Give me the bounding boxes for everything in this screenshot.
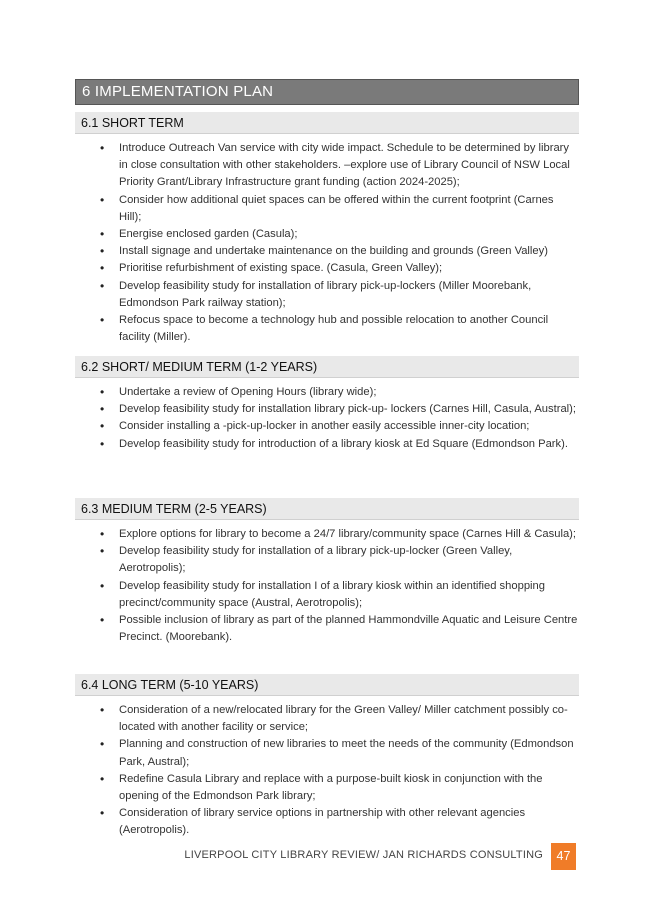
list-item: • Undertake a review of Opening Hours (library wide);: [98, 384, 578, 401]
list-item: • Planning and construction of new libraries to meet the needs of the community (Edmondson Park, Austral);: [98, 736, 578, 770]
subheading-medium-term: 6.3 MEDIUM TERM (2-5 YEARS): [75, 498, 579, 520]
list-item: • Consider installing a -pick-up-locker in another easily accessible inner-city location;: [98, 418, 578, 435]
list-item: • Develop feasibility study for installation of library pick-up-lockers (Miller Moorebank, Edmondson Park railway station);: [98, 278, 578, 312]
short-term-list: [98, 140, 578, 346]
medium-term-list: [98, 526, 578, 646]
list-item: • Consider how additional quiet spaces can be offered within the current footprint (Carnes Hill);: [98, 192, 578, 226]
list-item: • Develop feasibility study for introduction of a library kiosk at Ed Square (Edmondson Park).: [98, 436, 578, 453]
list-item: • Possible inclusion of library as part of the planned Hammondville Aquatic and Leisure Centre Precinct. (Moorebank).: [98, 612, 578, 646]
list-item: • Consideration of a new/relocated library for the Green Valley/ Miller catchment possibly co-located with another facility or service;: [98, 702, 578, 736]
list-item: • Energise enclosed garden (Casula);: [98, 226, 578, 243]
subheading-short-term: 6.1 SHORT TERM: [75, 112, 579, 134]
footer-text: LIVERPOOL CITY LIBRARY REVIEW/ JAN RICHARDS CONSULTING: [184, 849, 543, 861]
subheading-short-medium-term: 6.2 SHORT/ MEDIUM TERM (1-2 YEARS): [75, 356, 579, 378]
list-item: • Redefine Casula Library and replace with a purpose-built kiosk in conjunction with the opening of the Edmondson Park library;: [98, 771, 578, 805]
list-item: • Explore options for library to become a 24/7 library/community space (Carnes Hill & Casula);: [98, 526, 578, 543]
list-item: • Consideration of library service options in partnership with other relevant agencies (Aerotropolis).: [98, 805, 578, 839]
list-item: • Prioritise refurbishment of existing space. (Casula, Green Valley);: [98, 260, 578, 277]
list-item: • Develop feasibility study for installation library pick-up- lockers (Carnes Hill, Casula, Austral);: [98, 401, 578, 418]
list-item: • Develop feasibility study for installation of a library pick-up-locker (Green Valley, Aerotropolis);: [98, 543, 578, 577]
section-heading: 6 IMPLEMENTATION PLAN: [75, 79, 579, 105]
subheading-long-term: 6.4 LONG TERM (5-10 YEARS): [75, 674, 579, 696]
list-item: • Refocus space to become a technology hub and possible relocation to another Council facility (Miller).: [98, 312, 578, 346]
list-item: • Install signage and undertake maintenance on the building and grounds (Green Valley): [98, 243, 578, 260]
long-term-list: [98, 702, 578, 840]
short-medium-term-list: [98, 384, 578, 453]
list-item: • Develop feasibility study for installation I of a library kiosk within an identified shopping precinct/community space (Austral, Aerotropolis);: [98, 578, 578, 612]
page-number: 47: [551, 843, 576, 870]
list-item: • Introduce Outreach Van service with city wide impact. Schedule to be determined by library in close consultation with other stakeholders. –explore use of Library Council of NSW Local Priority Grant/Library Infrastructure grant funding (action 2024-2025);: [98, 140, 578, 192]
